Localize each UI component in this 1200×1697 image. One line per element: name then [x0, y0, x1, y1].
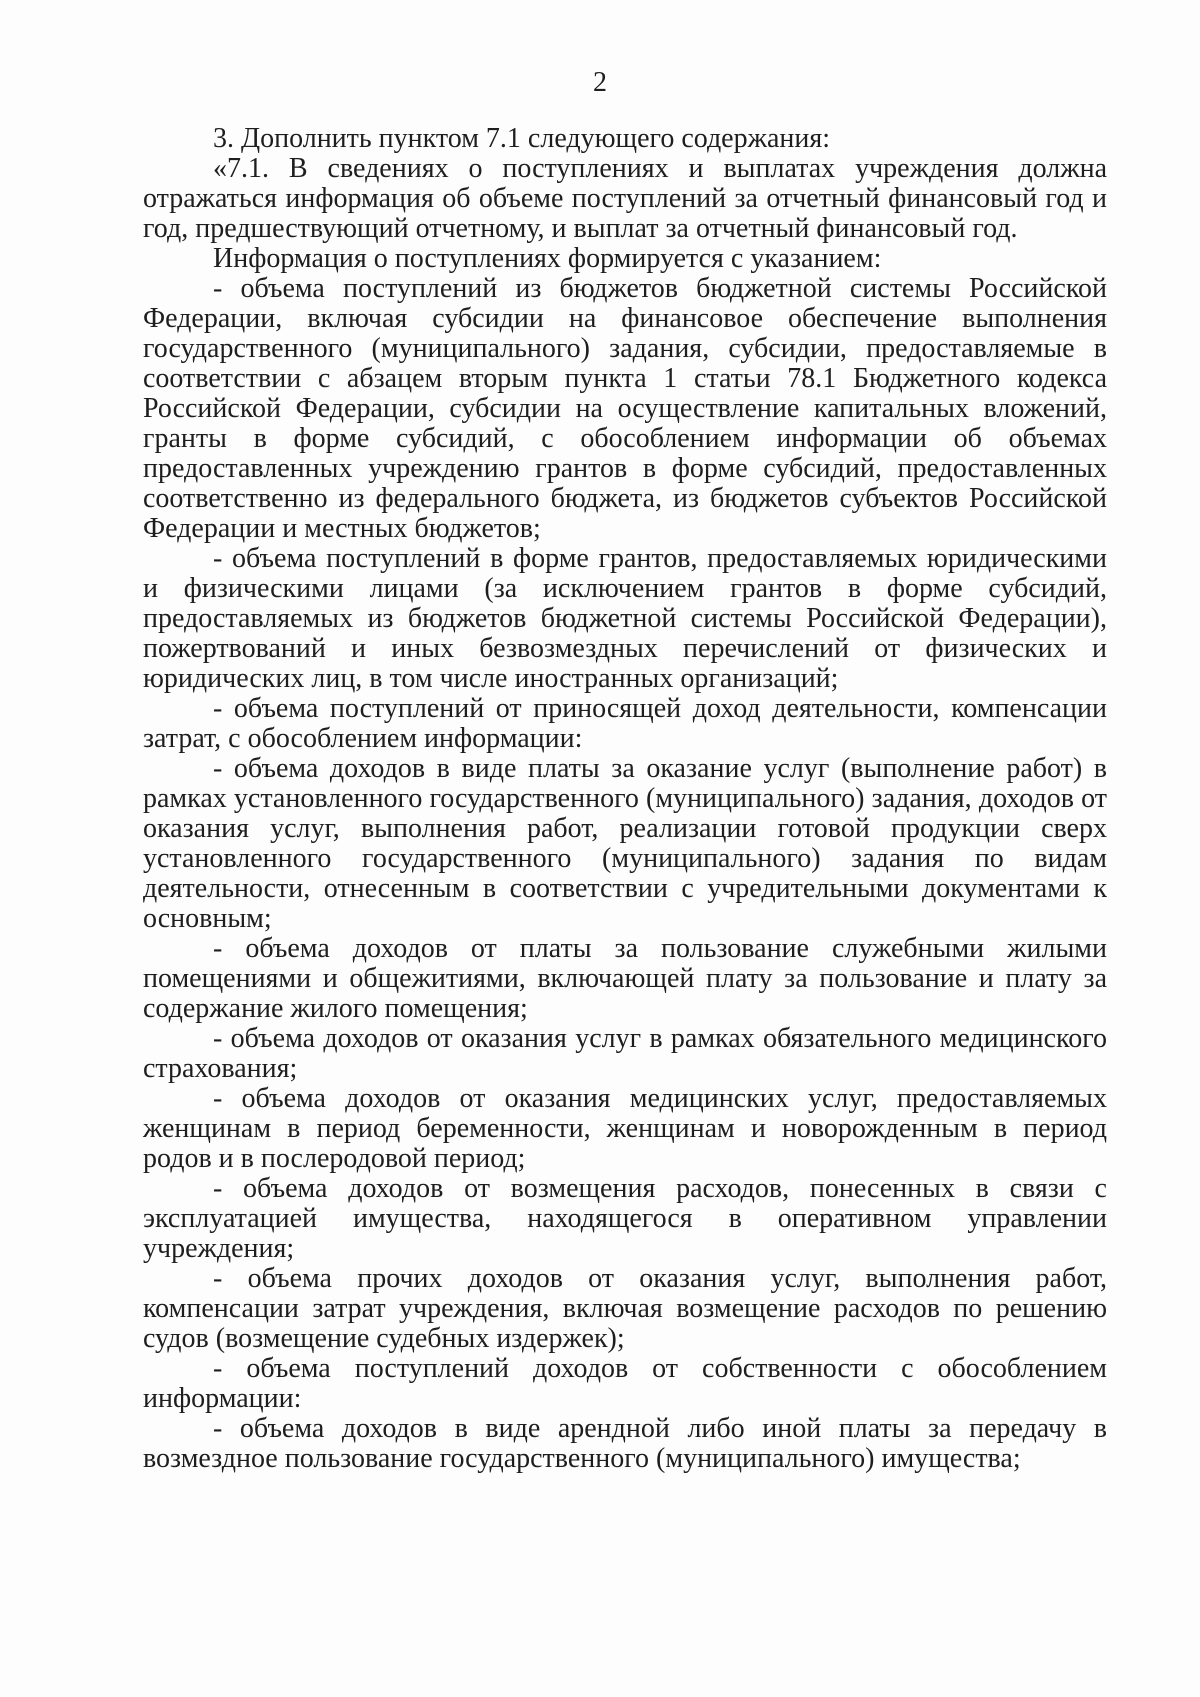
- list-item: - объема поступлений доходов от собственности с обособлением информации:: [143, 1353, 1107, 1414]
- list-item: - объема поступлений от приносящей доход деятельности, компенсации затрат, с обособлением информации:: [143, 693, 1107, 754]
- list-item: - объема поступлений в форме грантов, предоставляемых юридическими и физическими лицами (за исключением грантов в форме субсидий, предоставляемых из бюджетов бюджетной системы Российской Федерации), пожертвований и иных безвозмездных перечислений от физических и юридических лиц, в том числе иностранных организаций;: [143, 543, 1107, 694]
- document-body: [143, 124, 1107, 1474]
- list-item: - объема доходов от платы за пользование служебными жилыми помещениями и общежитиями, включающей плату за пользование и плату за содержание жилого помещения;: [143, 933, 1107, 1024]
- list-item: - объема поступлений из бюджетов бюджетной системы Российской Федерации, включая субсидии на финансовое обеспечение выполнения государственного (муниципального) задания, субсидии, предоставляемые в соответствии с абзацем вторым пункта 1 статьи 78.1 Бюджетного кодекса Российской Федерации, субсидии на осуществление капитальных вложений, гранты в форме субсидий, с обособлением информации об объемах предоставленных учреждению грантов в форме субсидий, предоставленных соответственно из федерального бюджета, из бюджетов субъектов Российской Федерации и местных бюджетов;: [143, 273, 1107, 544]
- page-number: 2: [593, 67, 607, 98]
- paragraph-item-3: 3. Дополнить пунктом 7.1 следующего содержания:: [213, 123, 831, 154]
- list-item: - объема прочих доходов от оказания услуг, выполнения работ, компенсации затрат учреждения, включая возмещение расходов по решению судов (возмещение судебных издержек);: [143, 1263, 1107, 1354]
- list-item: - объема доходов в виде арендной либо иной платы за передачу в возмездное пользование государственного (муниципального) имущества;: [143, 1413, 1107, 1474]
- list-item: - объема доходов от оказания услуг в рамках обязательного медицинского страхования;: [143, 1023, 1107, 1084]
- list-item: - объема доходов в виде платы за оказание услуг (выполнение работ) в рамках установленного государственного (муниципального) задания, доходов от оказания услуг, выполнения работ, реализации готовой продукции сверх установленного государственного (муниципального) задания по видам деятельности, отнесенным в соответствии с учредительными документами к основным;: [143, 753, 1107, 934]
- list-item: - объема доходов от оказания медицинских услуг, предоставляемых женщинам в период беременности, женщинам и новорожденным в период родов и в послеродовой период;: [143, 1083, 1107, 1174]
- paragraph-info-intro: Информация о поступлениях формируется с указанием:: [213, 243, 882, 274]
- paragraph-item-7-1: «7.1. В сведениях о поступлениях и выплатах учреждения должна отражаться информация об объеме поступлений за отчетный финансовый год и год, предшествующий отчетному, и выплат за отчетный финансовый год.: [143, 153, 1107, 244]
- list-item: - объема доходов от возмещения расходов, понесенных в связи с эксплуатацией имущества, находящегося в оперативном управлении учреждения;: [143, 1173, 1107, 1264]
